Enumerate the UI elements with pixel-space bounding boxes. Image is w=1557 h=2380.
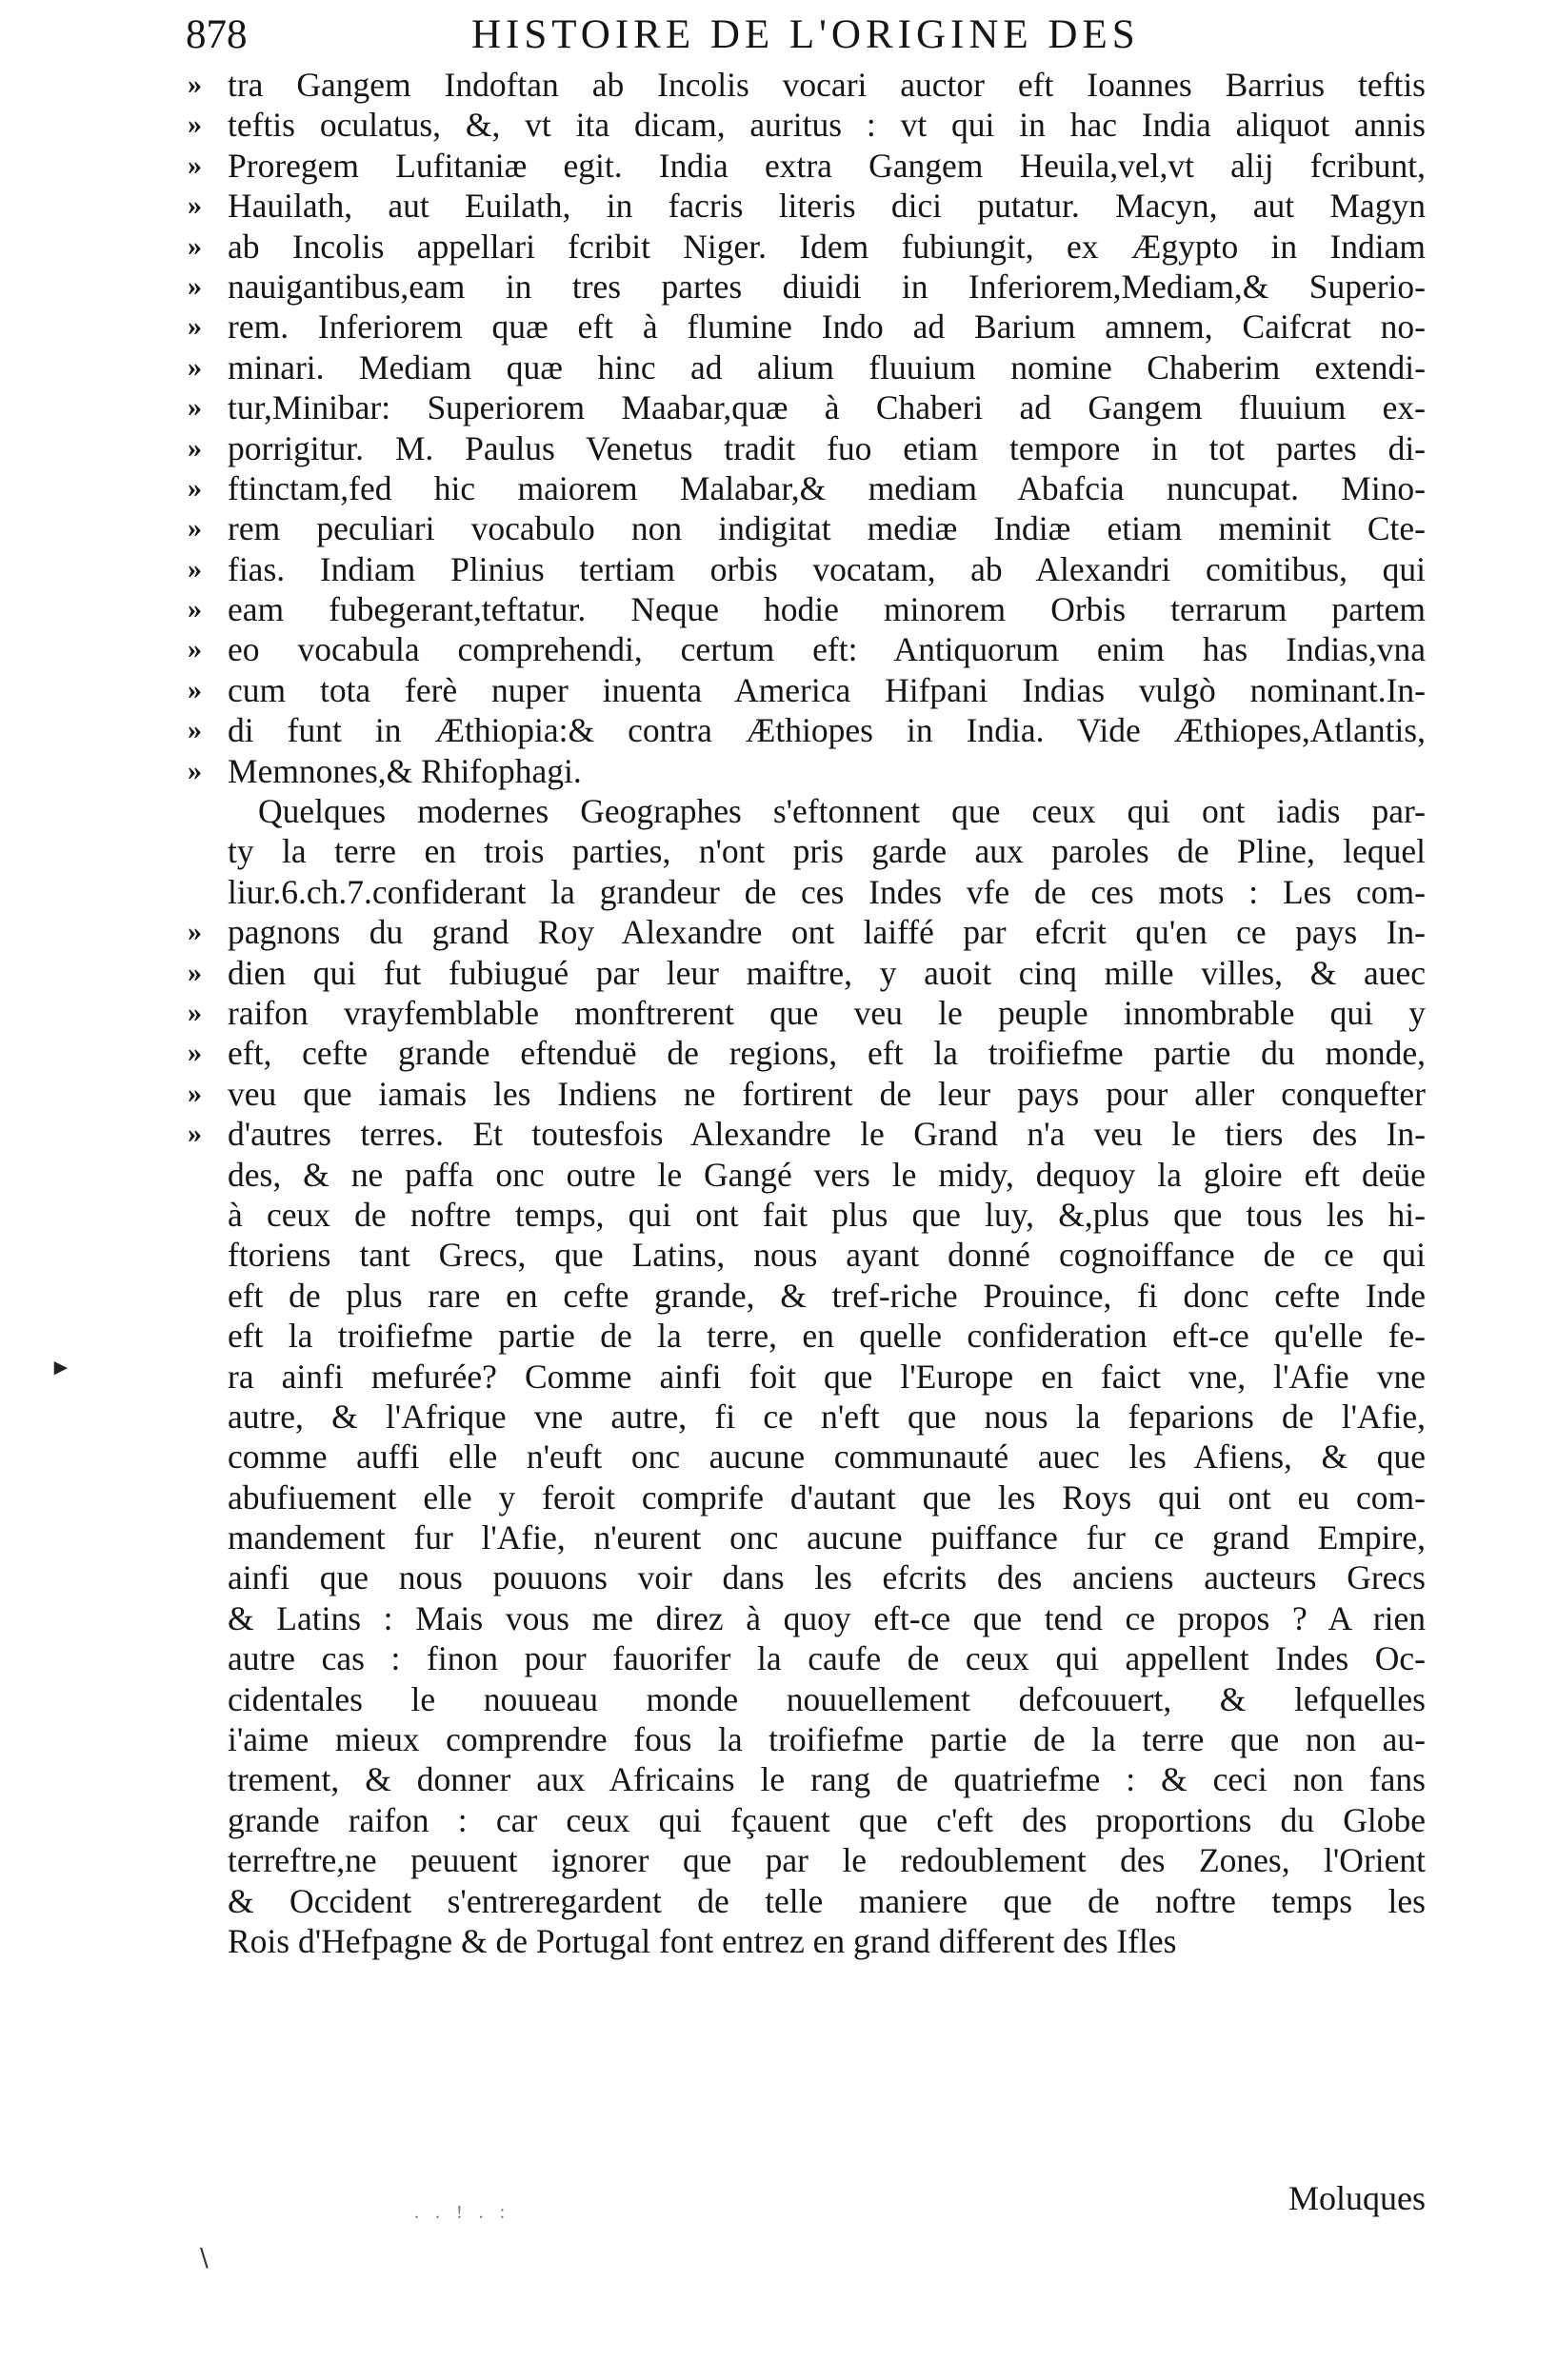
line-text: porrigitur. M. Paulus Venetus tradit fuo etiam tempore in tot partes di- xyxy=(228,428,1426,467)
quote-mark: » xyxy=(188,552,202,585)
line-text: raifon vrayfemblable monftrerent que veu le peuple innombrable qui y xyxy=(228,993,1426,1032)
text-line xyxy=(188,65,1426,105)
line-text: abufiuement elle y feroit comprife d'autant que les Roys qui ont eu com- xyxy=(228,1478,1426,1517)
line-text: grande raifon : car ceux qui fçauent que c'eft des proportions du Globe xyxy=(228,1800,1426,1839)
text-line xyxy=(188,1074,1426,1114)
line-text: eft de plus rare en cefte grande, & tref-riche Prouince, fi donc cefte Inde xyxy=(228,1276,1426,1315)
quote-mark: » xyxy=(188,996,202,1028)
line-text: mandement fur l'Afie, n'eurent onc aucune puiffance fur ce grand Empire, xyxy=(228,1518,1426,1557)
text-line xyxy=(188,1598,1426,1638)
text-line xyxy=(188,629,1426,669)
text-line xyxy=(188,1679,1426,1719)
line-text: autre, & l'Afrique vne autre, fi ce n'eft que nous la feparions de l'Afie, xyxy=(228,1397,1426,1436)
line-text: des, & ne paffa onc outre le Gangé vers le midy, dequoy la gloire eft deüe xyxy=(228,1155,1426,1194)
page-number: 878 xyxy=(186,12,248,57)
line-text: ty la terre en trois parties, n'ont pris garde aux paroles de Pline, lequel xyxy=(228,832,1426,871)
text-line xyxy=(188,1557,1426,1597)
line-text: liur.6.ch.7.confiderant la grandeur de ces Indes vfe de ces mots : Les com- xyxy=(228,872,1426,911)
quote-mark: » xyxy=(188,1077,202,1109)
line-text: cidentales le nouueau monde nouuellement defcouuert, & lefquelles xyxy=(228,1679,1426,1718)
quote-mark: » xyxy=(188,916,202,948)
quote-mark: » xyxy=(188,714,202,746)
line-text: veu que iamais les Indiens ne fortirent de leur pays pour aller conquefter xyxy=(228,1074,1426,1113)
text-line xyxy=(188,307,1426,347)
text-line xyxy=(188,146,1426,186)
text-line xyxy=(188,186,1426,226)
text-line xyxy=(188,1840,1426,1880)
quote-mark: » xyxy=(188,512,202,545)
text-line xyxy=(188,710,1426,750)
text-line xyxy=(188,993,1426,1033)
quote-mark: » xyxy=(188,956,202,988)
quote-mark: » xyxy=(188,269,202,302)
quote-mark: » xyxy=(188,593,202,625)
line-text: Memnones,& Rhifophagi. xyxy=(228,751,582,790)
quote-mark: » xyxy=(188,673,202,705)
text-line xyxy=(188,468,1426,508)
text-line xyxy=(188,1478,1426,1517)
text-line xyxy=(188,1437,1426,1477)
catchword: Moluques xyxy=(1288,2179,1426,2217)
line-text: autre cas : finon pour fauorifer la caufe de ceux qui appellent Indes Oc- xyxy=(228,1639,1426,1678)
line-text: ainfi que nous pouuons voir dans les efcrits des anciens aucteurs Grecs xyxy=(228,1558,1426,1597)
text-line xyxy=(188,872,1426,912)
line-text: tra Gangem Indoftan ab Incolis vocari auctor eft Ioannes Barrius teftis xyxy=(228,66,1426,104)
line-text: pagnons du grand Roy Alexandre ont laiffé par efcrit qu'en ce pays In- xyxy=(228,913,1426,952)
quote-mark: » xyxy=(188,350,202,383)
text-line xyxy=(188,508,1426,548)
signature-marks: . . ! . : xyxy=(414,2202,511,2223)
text-line xyxy=(188,267,1426,307)
corner-mark-icon: ∖ xyxy=(195,2245,211,2272)
text-line xyxy=(188,1638,1426,1678)
text-body xyxy=(188,65,1426,2223)
page-header xyxy=(186,11,1433,59)
quote-mark: » xyxy=(188,69,202,100)
line-text: fias. Indiam Plinius tertiam orbis vocatam, ab Alexandri comitibus, qui xyxy=(228,549,1426,588)
line-text: Rois d'Hefpagne & de Portugal font entrez en grand different des Ifles xyxy=(228,1921,1177,1960)
line-text: teftis oculatus, &, vt ita dicam, auritus : vt qui in hac India aliquot annis xyxy=(228,106,1426,145)
text-line xyxy=(188,1276,1426,1316)
text-line xyxy=(188,387,1426,427)
text-line xyxy=(188,1235,1426,1275)
quote-mark: » xyxy=(188,229,202,262)
quote-mark: » xyxy=(188,109,202,141)
quote-mark: » xyxy=(188,391,202,424)
text-line xyxy=(188,428,1426,468)
text-line xyxy=(188,1800,1426,1840)
text-line xyxy=(188,1357,1426,1397)
line-text: d'autres terres. Et toutesfois Alexandre le Grand n'a veu le tiers des In- xyxy=(228,1115,1426,1154)
text-line xyxy=(188,1719,1426,1759)
line-text: ftoriens tant Grecs, que Latins, nous ayant donné cognoiffance de ce qui xyxy=(228,1236,1426,1275)
line-text: eo vocabula comprehendi, certum eft: Antiquorum enim has Indias,vna xyxy=(228,630,1426,669)
text-line xyxy=(188,1155,1426,1195)
text-line xyxy=(188,1316,1426,1356)
text-line xyxy=(188,589,1426,629)
text-line xyxy=(188,1114,1426,1154)
quote-mark: » xyxy=(188,189,202,222)
line-text: nauigantibus,eam in tres partes diuidi in Inferiorem,Mediam,& Superio- xyxy=(228,267,1426,306)
line-text: eft, cefte grande eftenduë de regions, eft la troifiefme partie du monde, xyxy=(228,1034,1426,1073)
line-text: dien qui fut fubiugué par leur maiftre, y auoit cinq mille villes, & auec xyxy=(228,953,1426,992)
line-text: ftinctam,fed hic maiorem Malabar,& mediam Abafcia nuncupat. Mino- xyxy=(228,468,1426,507)
line-text: trement, & donner aux Africains le rang de quatriefme : & ceci non fans xyxy=(228,1760,1426,1799)
line-text: rem peculiari vocabulo non indigitat mediæ Indiæ etiam meminit Cte- xyxy=(228,509,1426,548)
line-text: ra ainfi mefurée? Comme ainfi foit que l'Europe en faict vne, l'Afie vne xyxy=(228,1357,1426,1396)
text-line xyxy=(188,105,1426,145)
line-text: minari. Mediam quæ hinc ad alium fluuium nomine Chaberim extendi- xyxy=(228,347,1426,387)
quote-mark: » xyxy=(188,310,202,343)
line-text: cum tota ferè nuper inuenta America Hifpani Indias vulgò nominant.In- xyxy=(228,670,1426,709)
line-text: terreftre,ne peuuent ignorer que par le redoublement des Zones, l'Orient xyxy=(228,1841,1426,1880)
quote-mark: » xyxy=(188,1118,202,1150)
quote-mark: » xyxy=(188,754,202,786)
line-text: Hauilath, aut Euilath, in facris literis dici putatur. Macyn, aut Magyn xyxy=(228,187,1426,226)
text-line xyxy=(188,347,1426,387)
line-text: tur,Minibar: Superiorem Maabar,quæ à Chaberi ad Gangem fluuium ex- xyxy=(228,388,1426,427)
text-line xyxy=(188,1033,1426,1073)
line-text: i'aime mieux comprendre fous la troifiefme partie de la terre que non au- xyxy=(228,1720,1426,1759)
quote-mark: » xyxy=(188,471,202,504)
text-line xyxy=(188,791,1426,831)
text-line xyxy=(188,1881,1426,1921)
text-line xyxy=(188,912,1426,952)
line-text: eft la troifiefme partie de la terre, en quelle confideration eft-ce qu'elle fe- xyxy=(228,1317,1426,1356)
line-text: & Occident s'entreregardent de telle maniere que de noftre temps les xyxy=(228,1881,1426,1920)
quote-mark: » xyxy=(188,149,202,181)
text-line xyxy=(188,227,1426,267)
line-text: Quelques modernes Geographes s'eftonnent que ceux qui ont iadis par- xyxy=(258,792,1426,831)
running-title: HISTOIRE DE L'ORIGINE DES xyxy=(471,12,1140,57)
quote-mark: » xyxy=(188,431,202,464)
line-text: ab Incolis appellari fcribit Niger. Idem fubiungit, ex Ægypto in Indiam xyxy=(228,227,1426,266)
text-line xyxy=(188,831,1426,871)
text-line xyxy=(188,670,1426,710)
text-line xyxy=(188,953,1426,993)
line-text: rem. Inferiorem quæ eft à flumine Indo ad Barium amnem, Caifcrat no- xyxy=(228,307,1426,347)
line-text: & Latins : Mais vous me direz à quoy eft-ce que tend ce propos ? A rien xyxy=(228,1598,1426,1637)
text-line xyxy=(188,1397,1426,1437)
margin-mark-icon: ► xyxy=(50,1356,72,1380)
quote-mark: » xyxy=(188,1037,202,1069)
line-text: eam fubegerant,teftatur. Neque hodie minorem Orbis terrarum partem xyxy=(228,590,1426,629)
quote-mark: » xyxy=(188,633,202,665)
line-text: comme auffi elle n'euft onc aucune communauté auec les Afiens, & que xyxy=(228,1438,1426,1477)
text-line xyxy=(188,1517,1426,1557)
text-line xyxy=(188,751,1426,791)
line-text: di funt in Æthiopia:& contra Æthiopes in India. Vide Æthiopes,Atlantis, xyxy=(228,711,1426,750)
text-line xyxy=(188,1195,1426,1235)
text-line xyxy=(188,1759,1426,1799)
text-line xyxy=(188,1921,1426,1961)
line-text: Proregem Lufitaniæ egit. India extra Gangem Heuila,vel,vt alij fcribunt, xyxy=(228,146,1426,185)
text-line xyxy=(188,549,1426,589)
line-text: à ceux de noftre temps, qui ont fait plus que luy, &,plus que tous les hi- xyxy=(228,1195,1426,1234)
